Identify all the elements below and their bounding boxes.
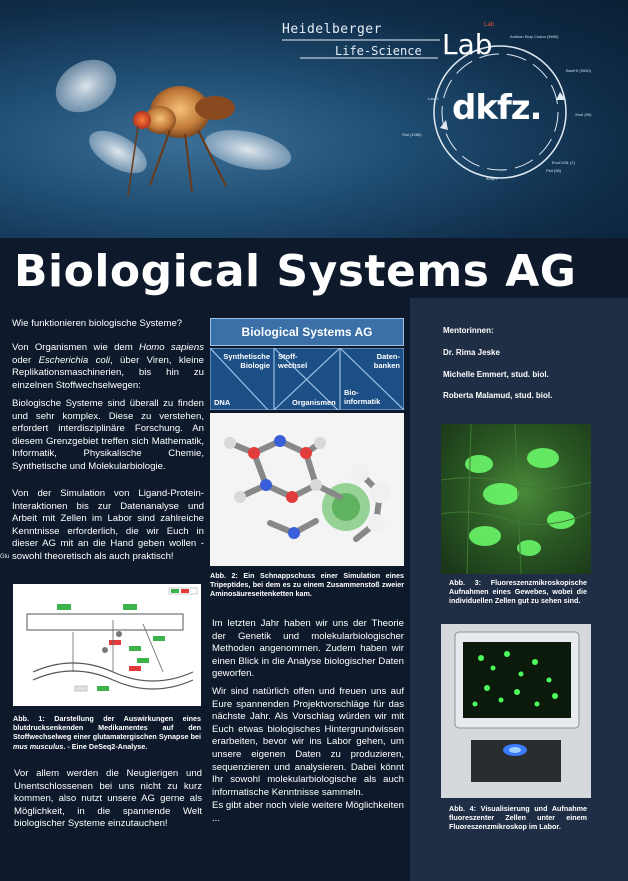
- plasmid-label: Ambion Stop Codon (3600): [510, 34, 559, 39]
- p1-mid: oder: [12, 354, 39, 366]
- brand-heidelberger: Heidelberger: [282, 22, 382, 37]
- plasmid-label: EcoCV81 (7): [552, 160, 575, 165]
- last-year-paragraph: Im letzten Jahr haben wir uns der Theorie der Genetik und molekularbiologischer Methoden angenommen. Zudem haben wir einen Blick in die Analyse biologischer Daten geworfen.: [212, 618, 404, 680]
- fluorescence-cells: [441, 424, 591, 574]
- intro-question: Wie funktionieren biologische Systeme?: [12, 318, 183, 329]
- header-banner: [0, 0, 628, 238]
- caption1-pre: Abb. 1: Darstellung der Auswirkungen eines blutdrucksenkenden Medikamentes auf den Stoffwechselweg einer glutamatergischen Synapse bei: [13, 714, 201, 742]
- figure-4-caption: Abb. 4: Visualisierung und Aufnahme fluoreszenter Zellen unter einem Fluoreszenzmikroskop im Labor.: [449, 804, 587, 832]
- plasmid-label: Lac O: [428, 96, 439, 101]
- diagram-cell-stoffwechsel: Stoff-wechsel: [278, 352, 308, 370]
- diagram-cell-organismen: Organismen: [292, 398, 336, 407]
- brand-lab: Lab: [442, 28, 493, 61]
- figure-2-caption: Abb. 2: Ein Schnappschuss einer Simulation eines Tripeptides, bei dem es zu einem Zusammenstoß zweier Aminosäureseitenketten kam.: [210, 571, 404, 599]
- plasmid-label: PstI (55): [546, 168, 562, 173]
- figure-1-caption: [13, 714, 201, 751]
- plasmid-label: Stul (1285): [402, 132, 422, 137]
- tiny-tag: Glu: [0, 554, 10, 560]
- species-e-coli: Escherichia coli: [38, 354, 110, 366]
- complexity-paragraph: Biologische Systeme sind überall zu finden und sehr komplex. Diese zu verstehen, erfordert interdisziplinäre Forschung. An diesem Grenzgebiet treffen sich Mathematik, Informatik, Physikalische Chemie, Synthetische und Molekularbiologie.: [12, 398, 204, 472]
- diagram-cell-bioinformatik: Bio-informatik: [344, 388, 381, 406]
- diagram-cell-datenbanken: Daten-banken: [373, 352, 400, 370]
- diagram-body: [210, 348, 404, 410]
- mentor-heading: Mentorinnen:: [443, 326, 494, 335]
- page-title: Biological Systems AG: [14, 246, 577, 297]
- more-options-paragraph: Es gibt aber noch viele weitere Möglichkeiten ...: [212, 800, 404, 824]
- mentor-item: Roberta Malamud, stud. biol.: [443, 391, 553, 400]
- closing-paragraph: Vor allem werden die Neugierigen und Unentschlossenen bei uns nicht zu kurz kommen, also nutzt unsere AG gerne als Möglichkeit, in die spannende Welt biologischer Systeme einzutauchen!: [14, 768, 202, 830]
- species-homo-sapiens: Homo sapiens: [139, 342, 205, 353]
- microscope-scene: [441, 624, 591, 798]
- brand-lab-superscript: Lab: [484, 22, 495, 28]
- molecule-simulation-image: [210, 413, 404, 566]
- mentor-item: Michelle Emmert, stud. biol.: [443, 370, 549, 379]
- figure-3-caption: Abb. 3: Fluoreszenzmikroskopische Aufnahmen eines Gewebes, wobei die individuellen Zellen gut zu sehen sind.: [449, 578, 587, 606]
- diagram-cell-synthetische-biologie: Synthetische Biologie: [223, 352, 270, 370]
- diagram-cell-dna: DNA: [214, 398, 231, 407]
- species-mus-musculus: mus musculus: [13, 741, 64, 751]
- projects-paragraph: Wir sind natürlich offen und freuen uns auf Eure spannenden Projektvorschläge für das nächste Jahr. Als Vorschlag würden wir mit Euch etwas biologisches Hintergrundwissen erarbeiten, bevor wir ins Labor gehen, um unsere eigenen Daten zu produzieren, sequenzieren und analysieren. Dabei könnt Ihr sowohl molekularbiologische als auch informatische Kenntnisse sammeln.: [212, 686, 404, 798]
- mentor-item: Dr. Rima Jeske: [443, 348, 500, 357]
- intro-paragraph: [12, 342, 204, 392]
- diagram-title: Biological Systems AG: [210, 318, 404, 346]
- simulation-paragraph: Von der Simulation von Ligand-Protein-Interaktionen bis zur Datenanalyse und Arbeit mit Zellen im Labor sind zahlreiche Kenntnisse erforderlich, die wir Euch in dieser AG mit an die Hand geben wollen - sowohl theoretisch als auch praktisch!: [12, 488, 204, 562]
- p1-post: , über Viren, kleine Replikationsmaschinerien, bis hin zu einzelnen Stoffwechselwegen:: [12, 354, 205, 391]
- fluorescence-tissue-image: [441, 424, 591, 574]
- p1-pre: Von Organismen wie dem: [12, 342, 140, 353]
- plasmid-label: AmpR: [486, 176, 498, 181]
- ag-overview-diagram: [210, 318, 404, 410]
- brand-life-science: Life-Science: [335, 44, 422, 58]
- pathway-figure: [13, 584, 201, 706]
- dkfz-logo: dkfz.: [452, 88, 542, 128]
- plasmid-label: BamHI (3930): [566, 68, 591, 73]
- molecule-render: [210, 413, 404, 566]
- pathway-diagram: [13, 584, 201, 706]
- microscope-photo: [441, 624, 591, 798]
- plasmid-label: XhoI (90): [575, 112, 592, 117]
- caption1-post: . - Eine DeSeq2-Analyse.: [63, 741, 148, 751]
